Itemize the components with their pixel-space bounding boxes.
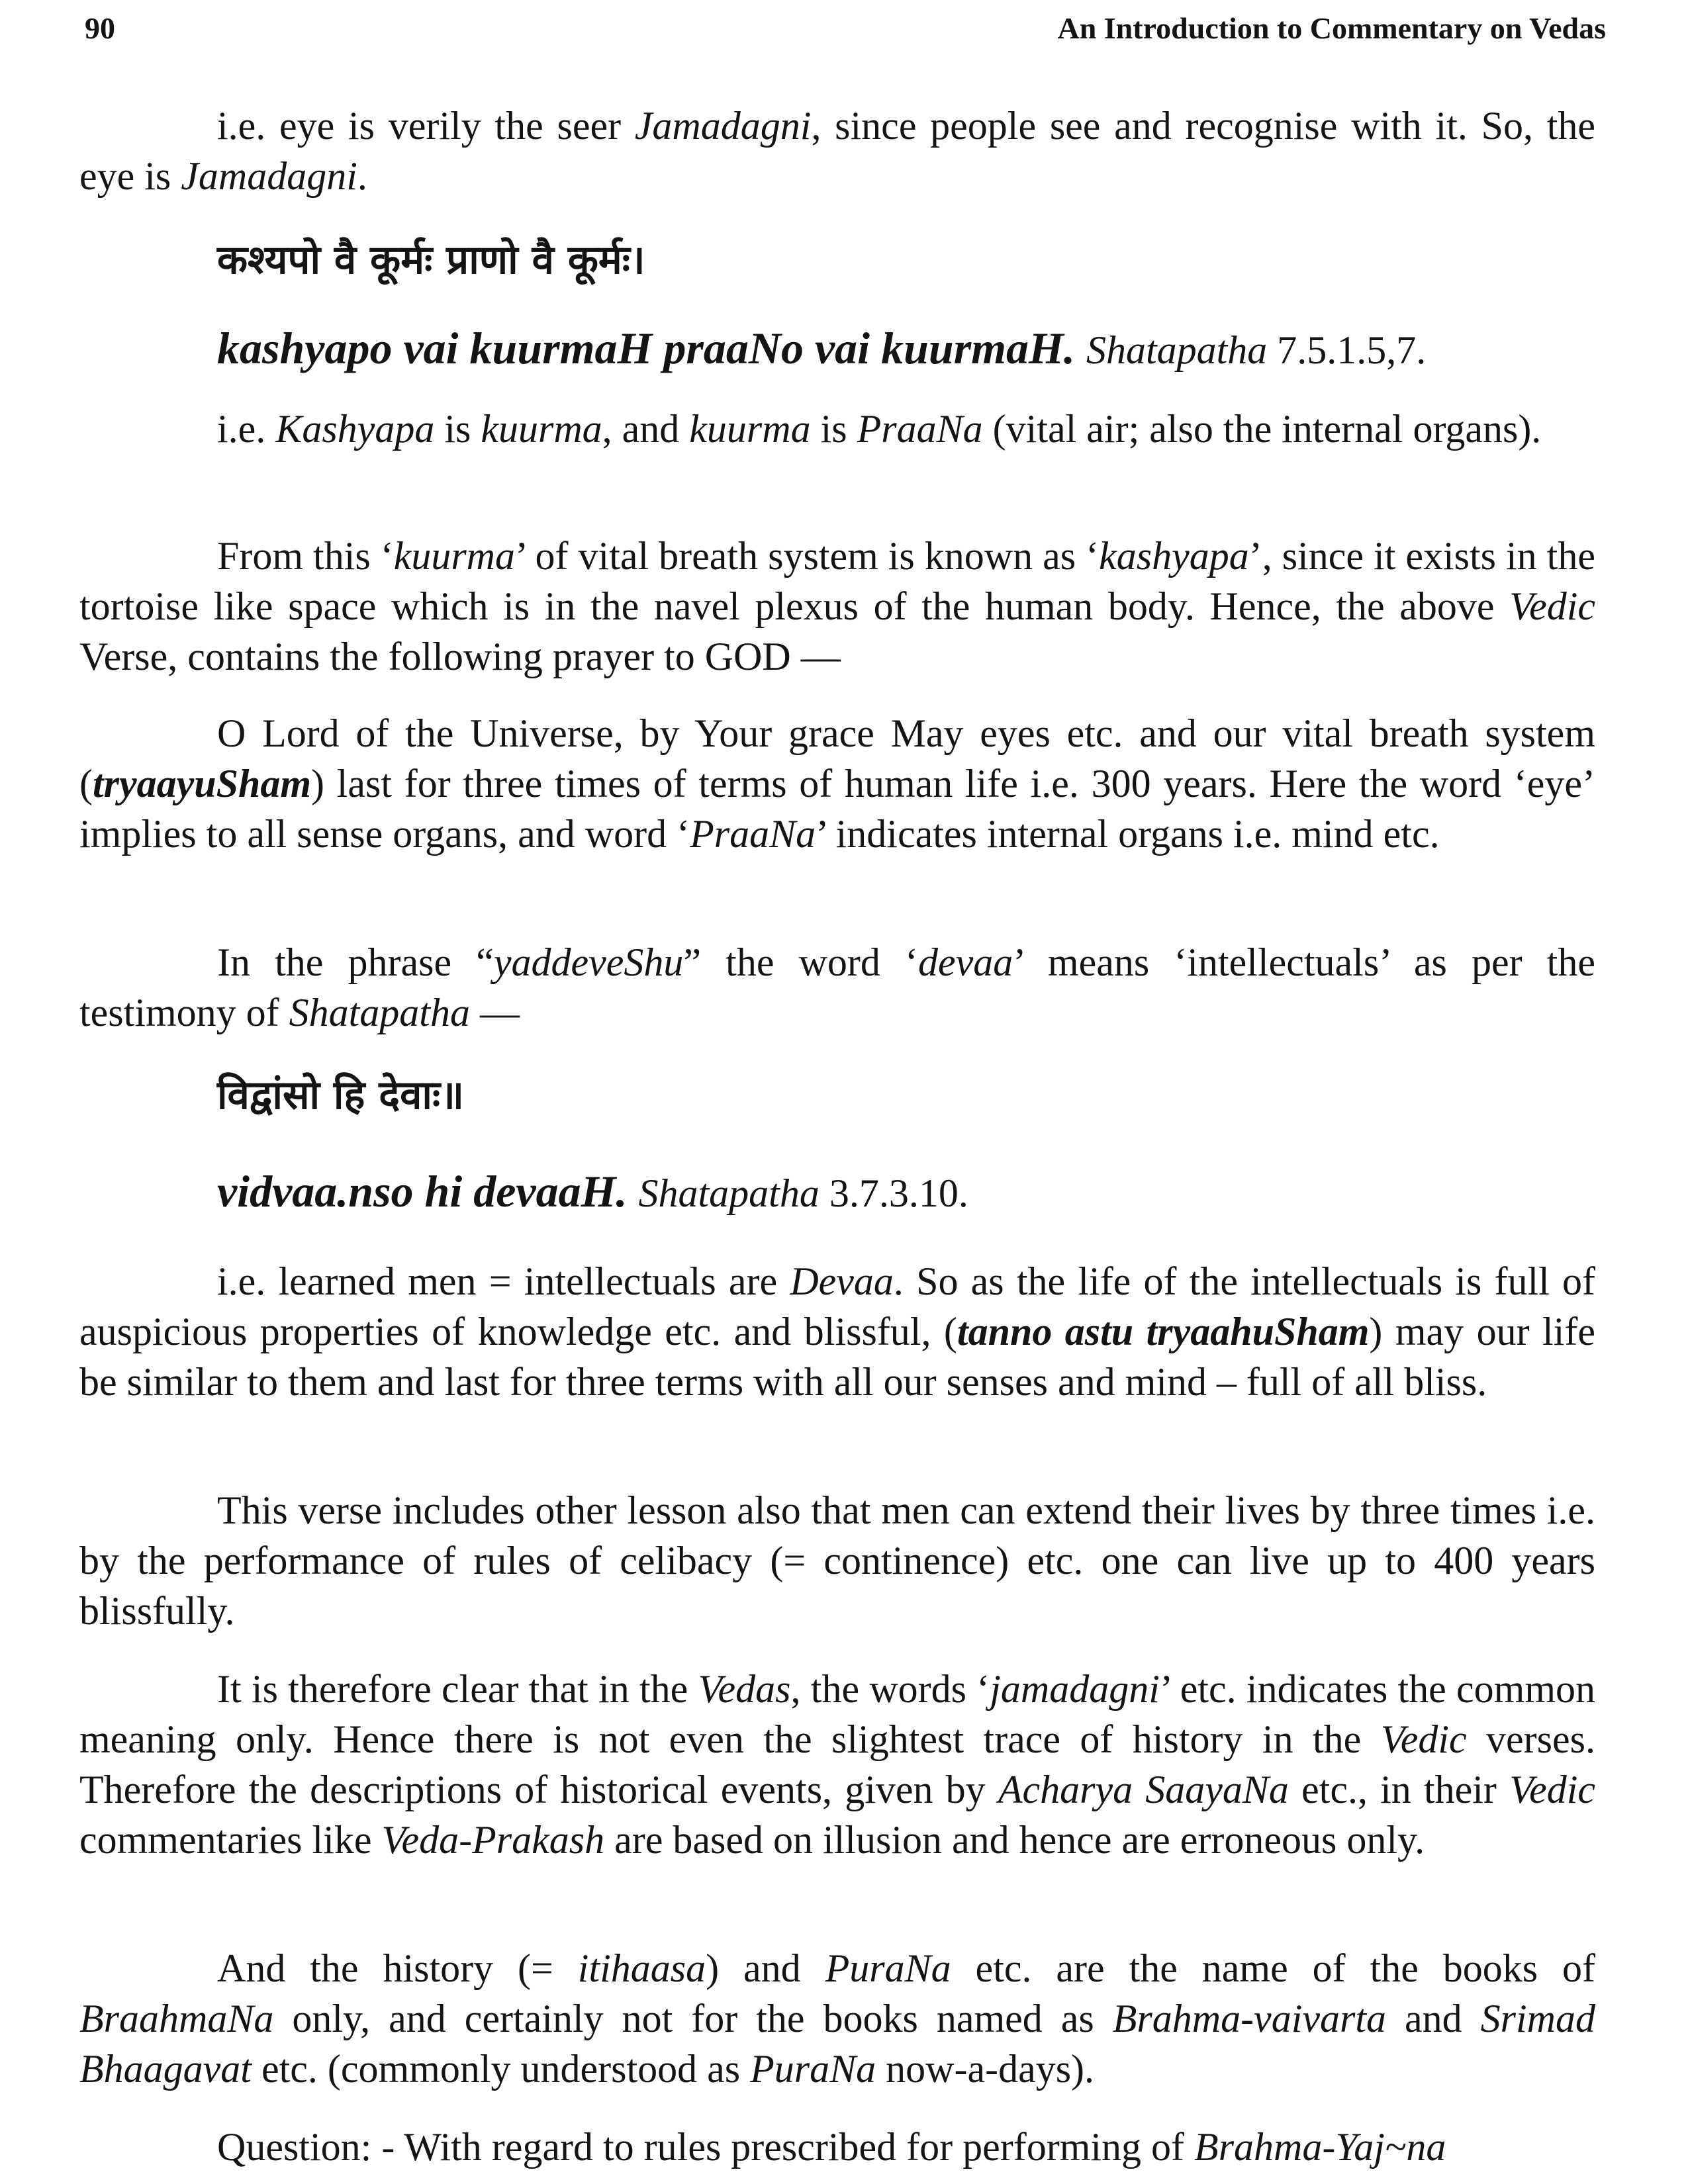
paragraph-devaa: In the phrase “yaddeveShu” the word ‘devaa’ means ‘intellectuals’ as per the testimony of Shatapatha — xyxy=(79,940,1595,1034)
transliteration-kashyapa: kashyapo vai kuurmaH praaNo vai kuurmaH. Shatapatha 7.5.1.5,7. xyxy=(217,323,1427,373)
paragraph-learned-men: i.e. learned men = intellectuals are Devaa. So as the life of the intellectuals is full of auspicious properties of knowledge etc. and blissful, (tanno astu tryaahuSham) may our life be similar to them and last for three terms with all our senses and mind – full of all bliss. xyxy=(79,1259,1596,1404)
sanskrit-verse-kashyapa: कश्यपो वै कूर्मः प्राणो वै कूर्मः। xyxy=(217,237,645,283)
paragraph-kashyapa-kuurma: i.e. Kashyapa is kuurma, and kuurma is PraaNa (vital air; also the internal organs). xyxy=(217,407,1542,451)
paragraph-itihaasa-purana: And the history (= itihaasa) and PuraNa etc. are the name of the books of BraahmaNa only, and certainly not for the books named as Brahma-vaivarta and Srimad Bhaagavat etc. (commonly understood as PuraNa now-a-days). xyxy=(79,1946,1595,2091)
paragraph-eye-jamadagni: i.e. eye is verily the seer Jamadagni, since people see and recognise with it. So, the eye is Jamadagni. xyxy=(79,104,1595,198)
paragraph-question: Question: - With regard to rules prescribed for performing of Brahma-Yaj~na xyxy=(217,2125,1446,2169)
paragraph-extend-lives: This verse includes other lesson also that men can extend their lives by three times i.e. by the performance of rules of celibacy (= continence) etc. one can live up to 400 years blissfully. xyxy=(79,1488,1595,1633)
verse-source: Shatapatha 3.7.3.10. xyxy=(638,1171,968,1215)
transliteration-vidvamso: vidvaa.nso hi devaaH. Shatapatha 3.7.3.10. xyxy=(217,1166,968,1216)
paragraph-no-history: It is therefore clear that in the Vedas, the words ‘jamadagni’ etc. indicates the common meaning only. Hence there is not even the slightest trace of history in the Vedic verses. Therefore the descriptions of historical events, given by Acharya SaayaNa etc., in their Vedic commentaries like Veda-Prakash are based on illusion and hence are erroneous only. xyxy=(79,1667,1595,1862)
running-header-title: An Introduction to Commentary on Vedas xyxy=(1057,11,1606,45)
page-number: 90 xyxy=(85,11,115,45)
sanskrit-verse-vidvamso: विद्वांसो हि देवाः॥ xyxy=(217,1072,465,1118)
paragraph-vital-breath: From this ‘kuurma’ of vital breath system is known as ‘kashyapa’, since it exists in the tortoise like space which is in the navel plexus of the human body. Hence, the above Vedic Verse, contains the following prayer to GOD — xyxy=(79,534,1595,678)
paragraph-prayer: O Lord of the Universe, by Your grace May eyes etc. and our vital breath system (tryaayuSham) last for three times of terms of human life i.e. 300 years. Here the word ‘eye’ implies to all sense organs, and word ‘PraaNa’ indicates internal organs i.e. mind etc. xyxy=(79,711,1595,856)
verse-source: Shatapatha 7.5.1.5,7. xyxy=(1086,328,1427,372)
